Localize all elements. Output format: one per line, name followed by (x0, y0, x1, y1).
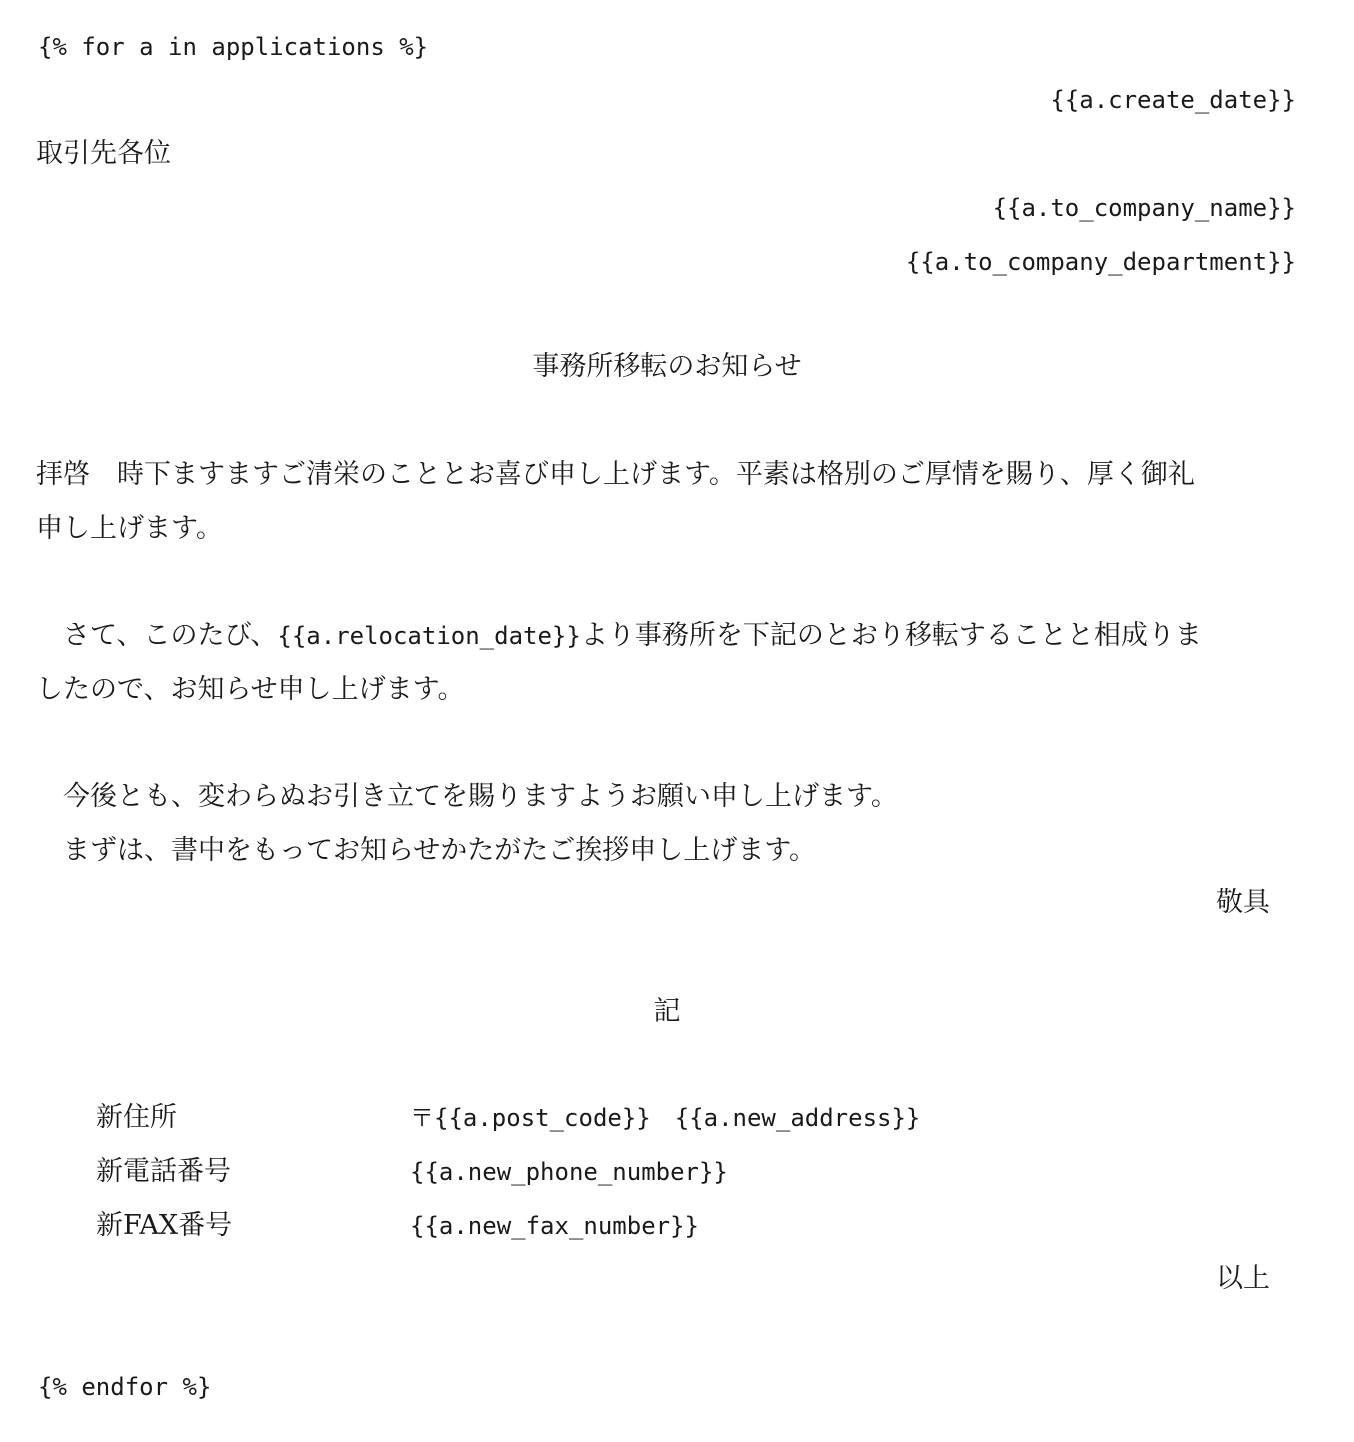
closing-line-2: まずは、書中をもってお知らせかたがたご挨拶申し上げます。 (36, 835, 817, 866)
create-date: {{a.create_date}} (1050, 86, 1296, 114)
ijou: 以上 (1216, 1263, 1270, 1294)
template-loop-open: {% for a in applications %} (38, 33, 429, 61)
relocation-line-2: したので、お知らせ申し上げます。 (36, 674, 465, 705)
new-phone-label: 新電話番号 (96, 1156, 231, 1187)
relocation-line-1 (36, 619, 1202, 653)
new-address-value: 〒{{a.post_code}} {{a.new_address}} (410, 1104, 921, 1132)
to-company-name: {{a.to_company_name}} (992, 194, 1296, 222)
new-address-label: 新住所 (96, 1102, 177, 1133)
to-company-department: {{a.to_company_department}} (905, 248, 1296, 276)
relocation-prefix: さて、このたび、 (36, 620, 278, 651)
keigu: 敬具 (1216, 887, 1270, 918)
greeting-line-1: 拝啓 時下ますますご清栄のこととお喜び申し上げます。平素は格別のご厚情を賜り、厚く御礼 (36, 459, 1195, 490)
new-fax-label: 新FAX番号 (96, 1210, 233, 1241)
document-title: 事務所移転のお知らせ (532, 351, 802, 382)
new-fax-value: {{a.new_fax_number}} (410, 1212, 699, 1240)
ki-heading: 記 (653, 996, 681, 1027)
closing-line-1: 今後とも、変わらぬお引き立てを賜りますようお願い申し上げます。 (36, 781, 898, 812)
greeting-line-2: 申し上げます。 (36, 513, 223, 544)
relocation-suffix: より事務所を下記のとおり移転することと相成りま (580, 620, 1202, 651)
template-loop-close: {% endfor %} (38, 1373, 212, 1401)
new-phone-value: {{a.new_phone_number}} (410, 1158, 728, 1186)
relocation-date: {{a.relocation_date}} (277, 622, 581, 650)
addressee: 取引先各位 (36, 138, 171, 169)
